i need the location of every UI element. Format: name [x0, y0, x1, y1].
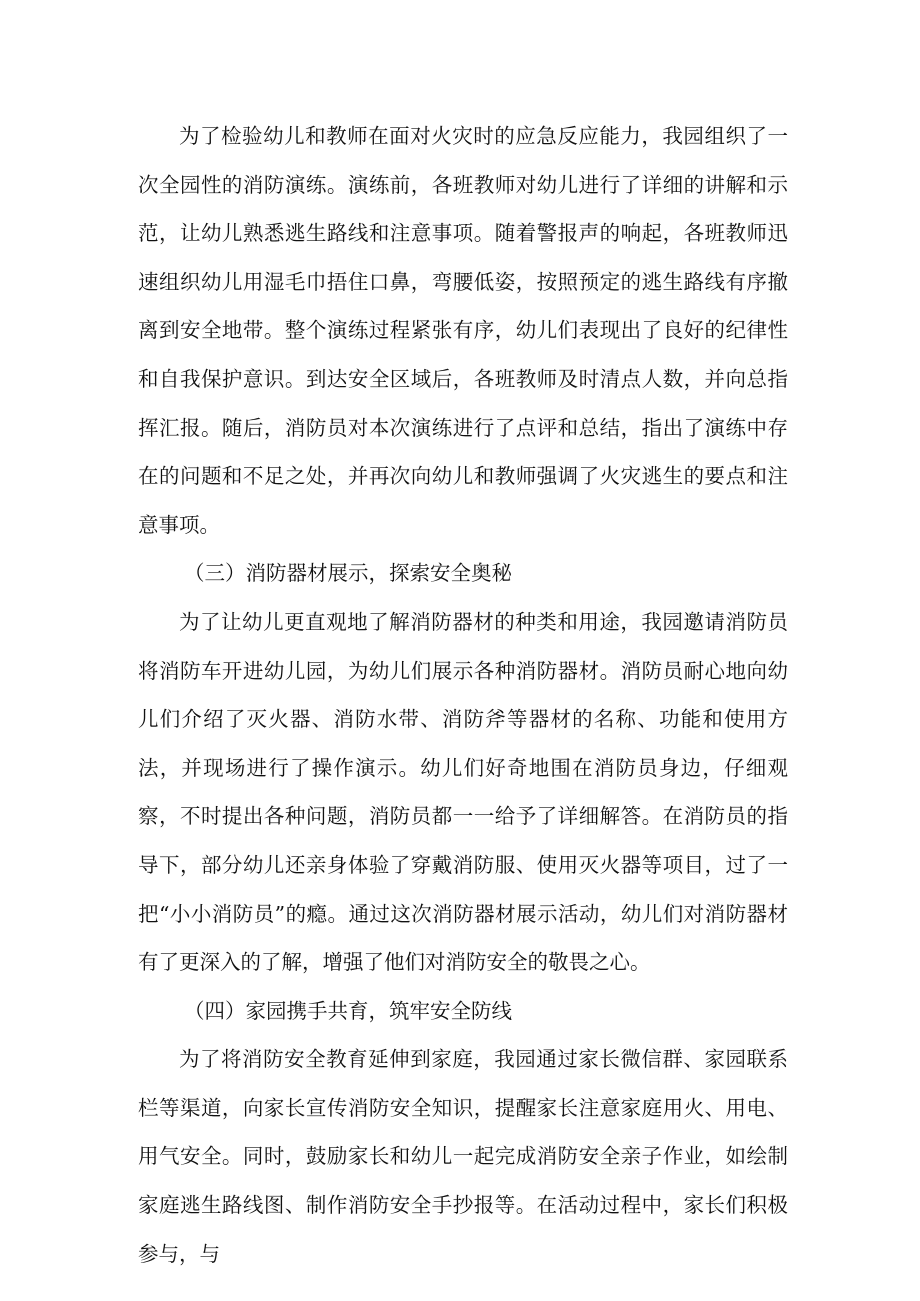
paragraph-equipment-display: 为了让幼儿更直观地了解消防器材的种类和用途，我园邀请消防员将消防车开进幼儿园，为幼儿们展示各种消防器材。消防员耐心地向幼儿们介绍了灭火器、消防水带、消防斧等器材的名称、功能和使用方法，并现场进行了操作演示。幼儿们好奇地围在消防员身边，仔细观察，不时提出各种问题，消防员都一一给予了详细解答。在消防员的指导下，部分幼儿还亲身体验了穿戴消防服、使用灭火器等项目，过了一把“小小消防员”的瘾。通过这次消防器材展示活动，幼儿们对消防器材有了更深入的了解，增强了他们对消防安全的敬畏之心。 [138, 609, 788, 975]
section-heading-equipment-display: （三）消防器材展示，探索安全奥秘 [184, 561, 512, 586]
paragraph-home-school: 为了将消防安全教育延伸到家庭，我园通过家长微信群、家园联系栏等渠道，向家长宣传消防安全知识，提醒家长注意家庭用火、用电、用气安全。同时，鼓励家长和幼儿一起完成消防安全亲子作业，如绘制家庭逃生路线图、制作消防安全手抄报等。在活动过程中，家长们积极参与，与 [138, 1047, 788, 1266]
document-body [138, 112, 788, 1278]
paragraph-fire-drill: 为了检验幼儿和教师在面对火灾时的应急反应能力，我园组织了一次全园性的消防演练。演练前，各班教师对幼儿进行了详细的讲解和示范，让幼儿熟悉逃生路线和注意事项。随着警报声的响起，各班教师迅速组织幼儿用湿毛巾捂住口鼻，弯腰低姿，按照预定的逃生路线有序撤离到安全地带。整个演练过程紧张有序，幼儿们表现出了良好的纪律性和自我保护意识。到达安全区域后，各班教师及时清点人数，并向总指挥汇报。随后，消防员对本次演练进行了点评和总结，指出了演练中存在的问题和不足之处，并再次向幼儿和教师强调了火灾逃生的要点和注意事项。 [138, 124, 788, 537]
section-heading-home-school: （四）家园携手共育，筑牢安全防线 [184, 998, 512, 1023]
